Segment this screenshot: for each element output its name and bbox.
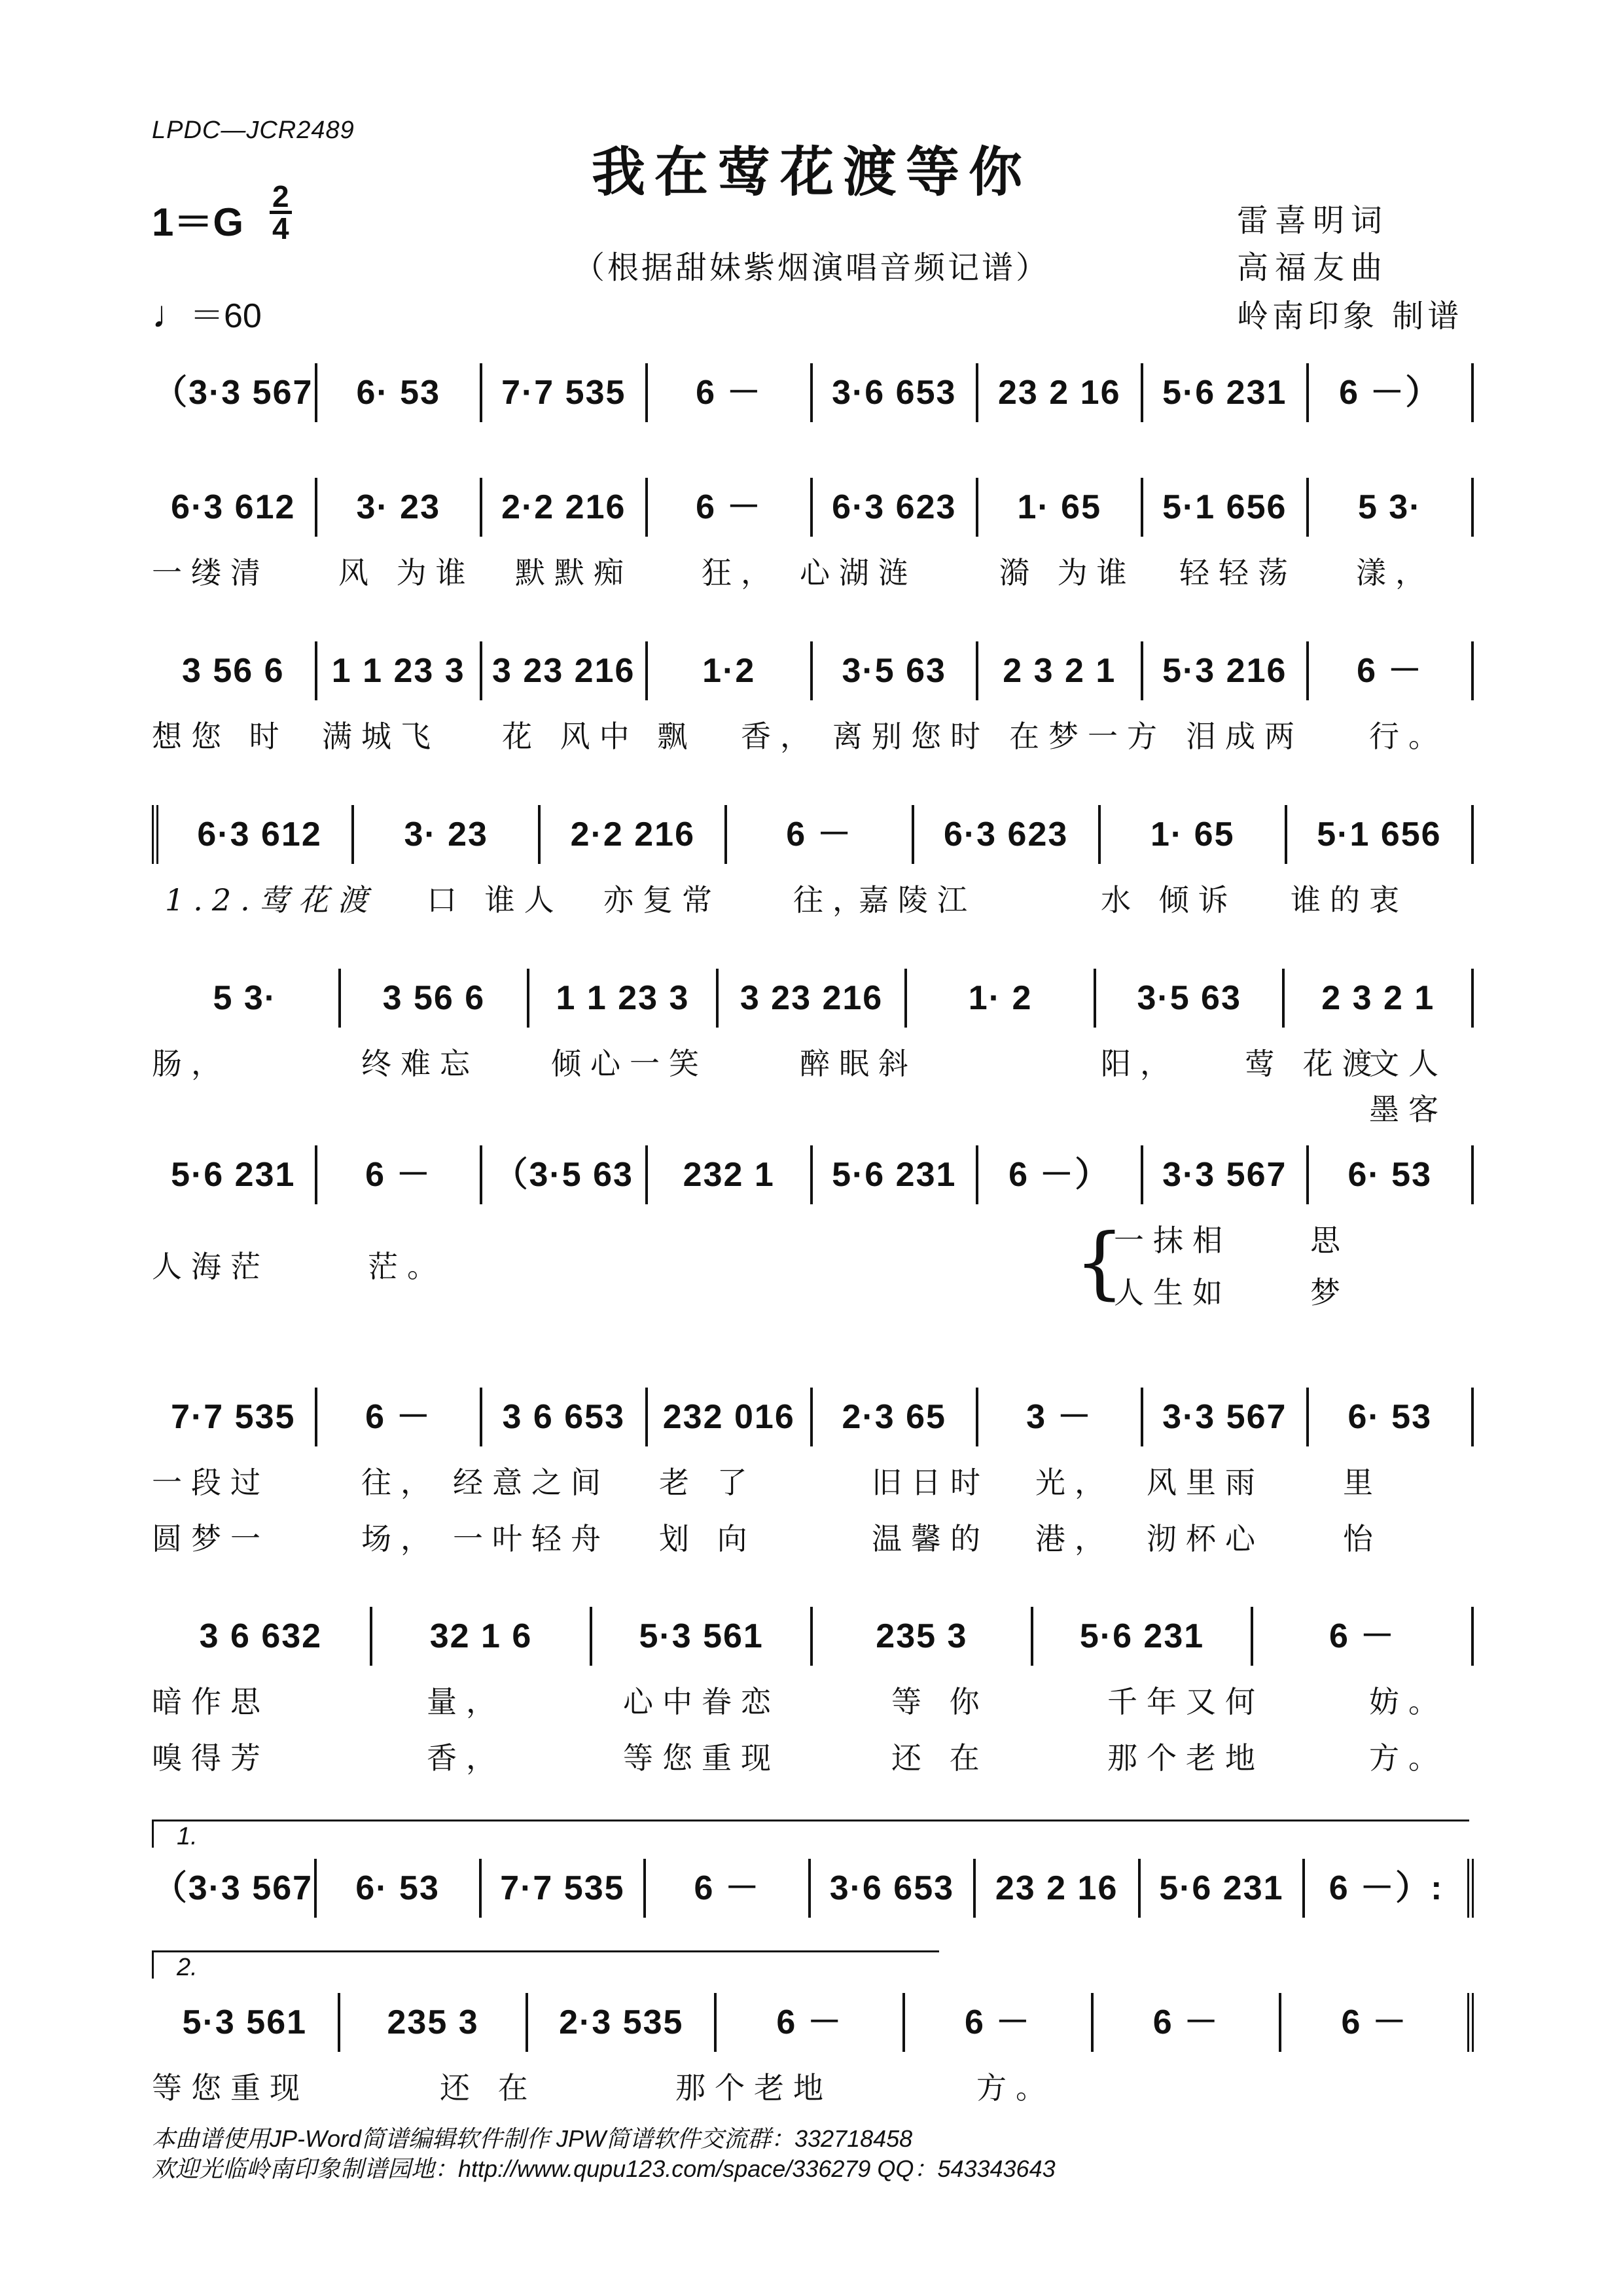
lyric: 方。 bbox=[976, 2070, 1055, 2106]
measure: 5·1 656 bbox=[1143, 478, 1309, 537]
lyric: 量， bbox=[427, 1684, 505, 1719]
verse-a-lyrics bbox=[1114, 1217, 1441, 1263]
system-8 bbox=[152, 1607, 1474, 1781]
volta-label-1: 1. bbox=[177, 1823, 198, 1850]
notes-row bbox=[152, 1993, 1474, 2052]
notes-row bbox=[152, 641, 1474, 700]
lyric: 花 风中 飘 bbox=[502, 719, 697, 754]
footer-contact-note: 欢迎光临岭南印象制谱园地：http://www.qupu123.com/space/336279 QQ：543343643 bbox=[152, 2155, 1056, 2182]
measure: 3·3 567 bbox=[1143, 1145, 1309, 1204]
measure: 32 1 6 bbox=[372, 1607, 593, 1666]
lyric: 泪成两 bbox=[1186, 719, 1304, 754]
lyric: 往， bbox=[361, 1465, 440, 1500]
system-9 bbox=[152, 1859, 1474, 1918]
lyric: 光， bbox=[1035, 1465, 1114, 1500]
measure: 6· 53 bbox=[317, 1859, 482, 1918]
lyric: 香， bbox=[741, 719, 819, 754]
lyric: 还 在 bbox=[891, 1740, 989, 1776]
lyric: 划 向 bbox=[659, 1521, 757, 1556]
lyric: 在梦一方 bbox=[1009, 719, 1166, 754]
notes-row bbox=[152, 1145, 1474, 1204]
measure: 1 1 23 3 bbox=[529, 969, 719, 1028]
measure: 3·6 653 bbox=[813, 363, 978, 422]
measure: 3 56 6 bbox=[152, 641, 317, 700]
measure: 6· 53 bbox=[1309, 1388, 1474, 1446]
lyric: 口 谁人 bbox=[427, 882, 563, 918]
measure: 5·6 231 bbox=[1143, 363, 1309, 422]
arranger-credit: 岭南印象 制谱 bbox=[1237, 298, 1463, 334]
system-10 bbox=[152, 1993, 1474, 2111]
measure: 6 － bbox=[648, 478, 813, 537]
lyric: 一叶轻舟 bbox=[453, 1521, 610, 1556]
lyric: 行。 bbox=[1369, 719, 1448, 754]
measure: 235 3 bbox=[340, 1993, 529, 2052]
lyric: 等 你 bbox=[891, 1684, 989, 1719]
measure: 5·1 656 bbox=[1287, 805, 1474, 864]
measure: （3·3 567 bbox=[152, 363, 317, 422]
measure: 3 6 653 bbox=[482, 1388, 648, 1446]
measure: 5·3 561 bbox=[152, 1993, 340, 2052]
lyric: 老 了 bbox=[659, 1465, 757, 1500]
lyric: 圆梦一 bbox=[152, 1521, 270, 1556]
lyric: 默默痴 bbox=[515, 555, 633, 590]
lyric: 谁的衷 bbox=[1291, 882, 1408, 918]
time-numerator: 2 bbox=[270, 183, 292, 214]
lyric: 还 在 bbox=[440, 2070, 537, 2106]
measure: 1· 65 bbox=[978, 478, 1144, 537]
lyric: 嘉陵江 bbox=[859, 882, 976, 918]
measure: 2 3 2 1 bbox=[1285, 969, 1474, 1028]
measure: 6 － bbox=[648, 363, 813, 422]
lyric: 暗作思 bbox=[152, 1684, 270, 1719]
measure: 3·3 567 bbox=[1143, 1388, 1309, 1446]
notes-row bbox=[152, 805, 1474, 864]
measure: 6 － bbox=[1094, 1993, 1282, 2052]
lyric: 轻轻荡 bbox=[1179, 555, 1297, 590]
song-title: 我在莺花渡等你 bbox=[591, 141, 1031, 204]
measure: 5·3 561 bbox=[592, 1607, 813, 1666]
lyricist-credit: 雷喜明词 bbox=[1237, 202, 1389, 239]
lyric: 一缕清 bbox=[152, 555, 270, 590]
lyric: 倾心一笑 bbox=[551, 1046, 708, 1081]
measure: 2·3 535 bbox=[528, 1993, 717, 2052]
measure: 3 23 216 bbox=[719, 969, 908, 1028]
system-4 bbox=[152, 805, 1474, 923]
lyric: 心湖涟 bbox=[800, 555, 918, 590]
measure: 2 3 2 1 bbox=[978, 641, 1144, 700]
notes-row bbox=[152, 1388, 1474, 1446]
measure: 5·3 216 bbox=[1143, 641, 1309, 700]
measure: 1· 65 bbox=[1101, 805, 1287, 864]
verse-b-lyrics bbox=[1114, 1270, 1441, 1316]
lyric: 心中眷恋 bbox=[623, 1684, 780, 1719]
measure: 6 －） bbox=[1309, 363, 1474, 422]
lyric: 亦复常 bbox=[603, 882, 721, 918]
lyric: 千年又何 bbox=[1107, 1684, 1264, 1719]
lyric: 思 bbox=[1310, 1223, 1349, 1258]
measure: 3 － bbox=[978, 1388, 1144, 1446]
measure: 7·7 535 bbox=[482, 1859, 647, 1918]
tempo-marking bbox=[152, 288, 262, 337]
lyric: 茫。 bbox=[368, 1249, 446, 1284]
measure: 6 － bbox=[905, 1993, 1094, 2052]
lyric: 那个老地 bbox=[675, 2070, 832, 2106]
measure: 7·7 535 bbox=[152, 1388, 317, 1446]
lyric: 风 为谁 bbox=[338, 555, 475, 590]
measure: 3· 23 bbox=[354, 805, 541, 864]
time-denominator: 4 bbox=[272, 211, 289, 245]
lyric: 漾， bbox=[1356, 555, 1435, 590]
system-2 bbox=[152, 478, 1474, 596]
lyric: 香， bbox=[427, 1740, 505, 1776]
notes-row bbox=[152, 969, 1474, 1028]
lyric: 梦 bbox=[1310, 1275, 1349, 1310]
measure: 5·6 231 bbox=[1033, 1607, 1254, 1666]
subtitle: （根据甜妹紫烟演唱音频记谱） bbox=[573, 249, 1050, 286]
measure: 6·3 623 bbox=[914, 805, 1101, 864]
notes-row bbox=[152, 1859, 1474, 1918]
lyric: 人生如 bbox=[1114, 1275, 1232, 1310]
tempo-value: ＝60 bbox=[190, 297, 262, 335]
measure: 6 － bbox=[317, 1145, 483, 1204]
lyric: 一段过 bbox=[152, 1465, 270, 1500]
lyric-row-verse-a bbox=[152, 1679, 1474, 1725]
lyric: 文人墨客 bbox=[1369, 1046, 1448, 1127]
lyric: 经意之间 bbox=[453, 1465, 610, 1500]
lyric-row-verse-b bbox=[152, 1516, 1474, 1562]
system-5 bbox=[152, 969, 1474, 1127]
lyric: 那个老地 bbox=[1107, 1740, 1264, 1776]
measure: 3· 23 bbox=[317, 478, 483, 537]
measure: 232 1 bbox=[648, 1145, 813, 1204]
time-signature bbox=[270, 179, 292, 245]
measure: 6 － bbox=[317, 1388, 483, 1446]
measure: 23 2 16 bbox=[976, 1859, 1141, 1918]
lyric-row bbox=[152, 1041, 1474, 1127]
measure: 6 － bbox=[727, 805, 914, 864]
measure: 3 56 6 bbox=[341, 969, 530, 1028]
notes-row bbox=[152, 1607, 1474, 1666]
doc-code: LPDC—JCR2489 bbox=[152, 117, 355, 144]
measure: 2·2 216 bbox=[482, 478, 648, 537]
measure: 3 23 216 bbox=[482, 641, 648, 700]
system-7 bbox=[152, 1388, 1474, 1562]
measure: 23 2 16 bbox=[978, 363, 1144, 422]
measure: 5·6 231 bbox=[813, 1145, 978, 1204]
lyric: 里 bbox=[1343, 1465, 1382, 1500]
lyric: 阳， bbox=[1101, 1046, 1179, 1081]
lyric: 肠， bbox=[152, 1046, 230, 1081]
lyric: 港， bbox=[1035, 1521, 1114, 1556]
lyric: 终难忘 bbox=[361, 1046, 479, 1081]
lyric: 温馨的 bbox=[872, 1521, 990, 1556]
measure: 6 －）: bbox=[1305, 1859, 1474, 1918]
measure: 232 016 bbox=[648, 1388, 813, 1446]
lyric: 满城飞 bbox=[322, 719, 440, 754]
measure: 6 － bbox=[646, 1859, 811, 1918]
lyric: 想您 时 bbox=[152, 719, 289, 754]
verse-brace: { bbox=[1075, 1217, 1125, 1308]
measure: 2·2 216 bbox=[541, 805, 727, 864]
measure: （3·5 63 bbox=[482, 1145, 648, 1204]
lyric: 莺 花渡 bbox=[1245, 1046, 1382, 1081]
measure: 3·6 653 bbox=[811, 1859, 976, 1918]
system-1 bbox=[152, 363, 1474, 422]
composer-credit: 高福友曲 bbox=[1237, 249, 1389, 286]
notes-row bbox=[152, 478, 1474, 537]
lyric: 旧日时 bbox=[872, 1465, 990, 1500]
lyric: 妨。 bbox=[1369, 1684, 1448, 1719]
lyric: 离别您时 bbox=[832, 719, 990, 754]
system-6 bbox=[152, 1145, 1474, 1310]
lyric: 等您重现 bbox=[623, 1740, 780, 1776]
lyric: 沏杯心 bbox=[1147, 1521, 1264, 1556]
lyric: 场， bbox=[361, 1521, 440, 1556]
lyric: 风里雨 bbox=[1147, 1465, 1264, 1500]
lyric: 一抹相 bbox=[1114, 1223, 1232, 1258]
measure: 6·3 623 bbox=[813, 478, 978, 537]
measure: 6 －） bbox=[978, 1145, 1144, 1204]
lyric: 怡 bbox=[1343, 1521, 1382, 1556]
lyric: 等您重现 bbox=[152, 2070, 309, 2106]
lyric: 方。 bbox=[1369, 1740, 1448, 1776]
measure: 1 1 23 3 bbox=[317, 641, 483, 700]
quarter-note-icon: ♩ bbox=[152, 293, 190, 336]
measure: 3·5 63 bbox=[1096, 969, 1285, 1028]
notes-row bbox=[152, 363, 1474, 422]
measure: 5 3· bbox=[1309, 478, 1474, 537]
lyric: 人海茫 bbox=[152, 1249, 270, 1284]
lyric-row bbox=[152, 550, 1474, 596]
measure: 3·5 63 bbox=[813, 641, 978, 700]
system-3 bbox=[152, 641, 1474, 759]
volta-bracket-2 bbox=[152, 1950, 939, 1979]
measure: 1· 2 bbox=[907, 969, 1096, 1028]
measure: 3 6 632 bbox=[152, 1607, 372, 1666]
lyric: 狂， bbox=[702, 555, 780, 590]
measure: 1·2 bbox=[648, 641, 813, 700]
lyric: 漪 为谁 bbox=[999, 555, 1136, 590]
footer-software-note: 本曲谱使用JP-Word简谱编辑软件制作 JPW简谱软件交流群：332718458 bbox=[152, 2125, 913, 2152]
lyric: 嗅得芳 bbox=[152, 1740, 270, 1776]
lyric: 醉眠斜 bbox=[800, 1046, 918, 1081]
measure: 5·6 231 bbox=[1141, 1859, 1306, 1918]
measure: 5 3· bbox=[152, 969, 341, 1028]
lyric-row-verse-a bbox=[152, 1460, 1474, 1505]
lyric-row bbox=[152, 877, 1474, 923]
volta-label-2: 2. bbox=[177, 1954, 198, 1981]
lyric: 往， bbox=[793, 882, 872, 918]
measure: 6·3 612 bbox=[152, 805, 354, 864]
measure: 6 － bbox=[717, 1993, 905, 2052]
measure: 2·3 65 bbox=[813, 1388, 978, 1446]
measure: 235 3 bbox=[813, 1607, 1033, 1666]
measure: 6 － bbox=[1281, 1993, 1474, 2052]
measure: 7·7 535 bbox=[482, 363, 648, 422]
key-signature: 1＝G bbox=[152, 200, 244, 244]
measure: 6·3 612 bbox=[152, 478, 317, 537]
measure: （3·3 567 bbox=[152, 1859, 317, 1918]
measure: 6· 53 bbox=[317, 363, 483, 422]
measure: 6 － bbox=[1253, 1607, 1474, 1666]
lyric-row bbox=[152, 2065, 1474, 2111]
measure: 5·6 231 bbox=[152, 1145, 317, 1204]
lyric-row-verse-b bbox=[152, 1735, 1474, 1781]
volta-bracket-1 bbox=[152, 1820, 1469, 1848]
lyric: 水 倾诉 bbox=[1101, 882, 1238, 918]
measure: 6 － bbox=[1309, 641, 1474, 700]
measure: 6· 53 bbox=[1309, 1145, 1474, 1204]
lyric: 1.2.莺花渡 bbox=[165, 882, 377, 918]
lyric-row bbox=[152, 713, 1474, 759]
